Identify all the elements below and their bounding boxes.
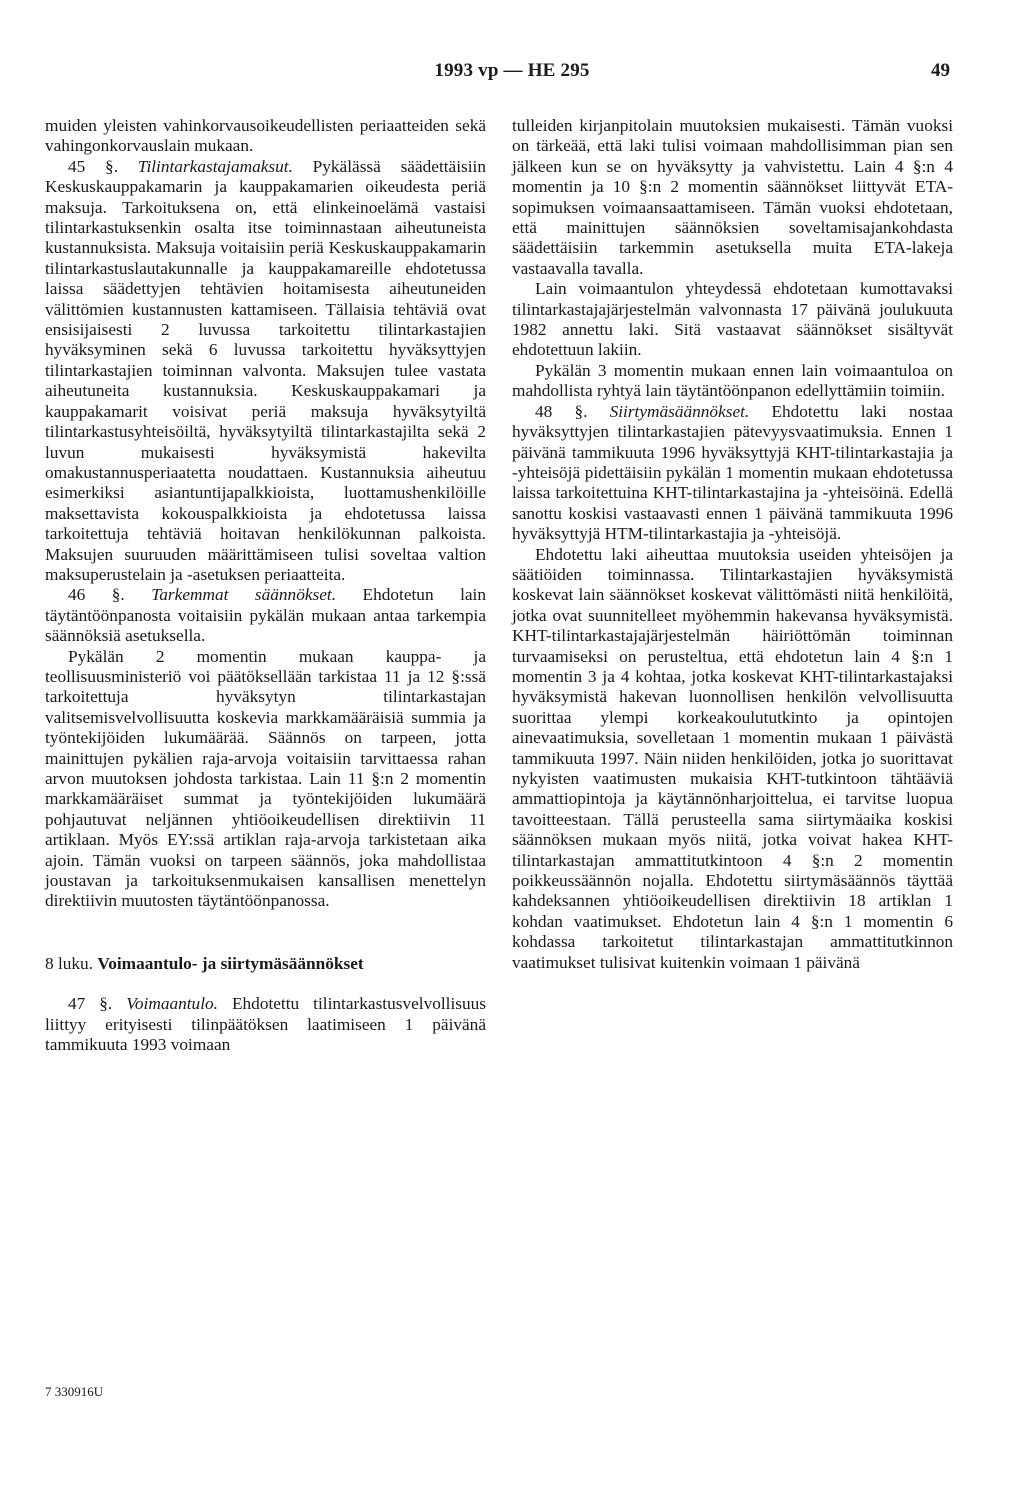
paragraph: Pykälän 2 momentin mukaan kauppa- ja teollisuusministeriö voi päätöksellään tarkistaa 11 ja 12 §:ssä tarkoitettuja hyväksytyn tilintarkastajan valitsemisvelvollisuutta koskevia markkamääräisiä summia ja työntekijöiden lukumäärää. Säännös on tarpeen, jotta mainittujen pykälien raja-arvoja voitaisiin tarvittaessa rahan arvon muutoksen johdosta tarkistaa. Lain 11 §:n 2 momentin markkamääräiset summat ja työntekijöiden lukumäärä pohjautuvat neljännen yhtiöoikeudellisen direktiivin 11 artiklaan. Myös EY:ssä artiklan raja-arvoja tarkistetaan aika ajoin. Tämän vuoksi on tarpeen säännös, joka mahdollistaa joustavan ja tarkoituksenmukaisen kansallisen menettelyn direktiivin muutosten täytäntöönpanossa. bbox=[45, 646, 486, 911]
section-title: Tarkemmat säännökset. bbox=[151, 585, 337, 605]
section-45 bbox=[45, 157, 486, 586]
paragraph: Pykälän 3 momentin mukaan ennen lain voimaantuloa on mahdollista ryhtyä lain täytäntöönpanon edellyttämiin toimiin. bbox=[512, 360, 953, 401]
paragraph: tulleiden kirjanpitolain muutoksien mukaisesti. Tämän vuoksi on tärkeää, että laki tulisi voimaan mahdollisimman pian sen jälkeen kun se on hyväksytty ja vahvistettu. Lain 4 §:n 4 momentin ja 10 §:n 2 momentin säännökset liittyvät ETA-sopimuksen voimaansaattamiseen. Tämän vuoksi ehdotetaan, että mainittujen säännöksien soveltamisajankohdasta säädettäisiin tarkemmin asetuksella muita ETA-lakeja vastaavalla tavalla. bbox=[512, 116, 953, 278]
right-column bbox=[512, 116, 953, 973]
section-number: 48 §. bbox=[535, 401, 588, 421]
section-title: Tilintarkastajamaksut. bbox=[137, 156, 293, 176]
section-text: Pykälässä säädettäisiin Keskuskauppakamarin ja kauppakamarien oikeudesta periä maksuja. Tarkoituksena on, että elinkeinoelämä vastaisi tilintarkastuksenkin osalta itse toiminnastaan aiheutuneista kustannuksista. Maksuja voitaisiin periä Keskuskauppakamarin tilintarkastuslautakunnalle ja kauppakamareille ehdotetussa laissa säädettyjen tehtävien hoitamisesta aiheutuneiden välittömien kustannusten kattamiseen. Tällaisia tehtäviä ovat ensisijaisesti 2 luvussa tarkoitettu tilintarkastajien hyväksyminen sekä 6 luvussa tarkoitettu hyväksyttyjen tilintarkastajien toiminnan valvonta. Maksujen tulee vastata aiheutuneita kustannuksia. Keskuskauppakamari ja kauppakamarit voisivat periä maksuja hyväksytyiltä tilintarkastusyhteisöiltä, hyväksytyiltä tilintarkastajilta sekä 2 luvun mukaisesti hyväksymistä hakevilta omakustannusperiaatetta noudattaen. Kustannuksia aiheutuu esimerkiksi asiantuntijapalkkioista, luottamushenkilöille maksettavista kokouspalkkioista ja ehdotetussa laissa tarkoitettuja tehtäviä hoitavan henkilökunnan palkoista. Maksujen suuruuden määrittämiseen tulisi soveltaa valtion maksuperustelain ja -asetuksen periaatteita. bbox=[45, 156, 486, 584]
section-text: Ehdotettu laki nostaa hyväksyttyjen tilintarkastajien pätevyysvaatimuksia. Ennen 1 päivänä tammikuuta 1996 hyväksyttyjä KHT-tilintarkastajia ja -yhteisöjä pidettäisiin pykälän 1 momentin mukaan ehdotetussa laissa tarkoitettuina KHT-tilintarkastajina ja -yhteisöinä. Edellä sanottu koskisi vastaavasti ennen 1 päivänä tammikuuta 1996 hyväksyttyjä HTM-tilintarkastajia ja -yhteisöjä. bbox=[512, 401, 954, 544]
page-number: 49 bbox=[931, 60, 950, 81]
chapter-heading bbox=[45, 954, 486, 974]
paragraph: Lain voimaantulon yhteydessä ehdotetaan kumottavaksi tilintarkastajajärjestelmän valvonnasta 17 päivänä joulukuuta 1982 annettu laki. Sitä vastaavat säännökset sisältyvät ehdotettuun lakiin. bbox=[512, 279, 953, 360]
section-number: 47 §. bbox=[68, 994, 113, 1014]
section-48 bbox=[512, 402, 953, 545]
section-47 bbox=[45, 994, 486, 1055]
section-text: Ehdotetun lain täytäntöönpanosta voitaisiin pykälän mukaan antaa tarkempia säännöksiä asetuksella. bbox=[45, 585, 486, 646]
section-title: Voimaantulo. bbox=[126, 994, 218, 1014]
section-text: Ehdotettu tilintarkastusvelvollisuus liittyy erityisesti tilinpäätöksen laatimiseen 1 päivänä tammikuuta 1993 voimaan bbox=[45, 994, 486, 1055]
section-title: Siirtymäsäännökset. bbox=[609, 401, 750, 421]
left-column bbox=[45, 116, 486, 1055]
chapter-title: Voimaantulo- ja siirtymäsäännökset bbox=[97, 953, 364, 973]
section-number: 45 §. bbox=[68, 156, 119, 176]
paragraph: muiden yleisten vahinkorvausoikeudellisten periaatteiden sekä vahingonkorvauslain mukaan. bbox=[45, 116, 486, 156]
running-head: 1993 vp — HE 295 bbox=[434, 60, 590, 81]
print-code: 7 330916U bbox=[45, 1384, 104, 1399]
paragraph: Ehdotettu laki aiheuttaa muutoksia useiden yhteisöjen ja säätiöiden toiminnassa. Tilintarkastajien hyväksymistä koskevat lain säännökset koskevat välittömästi niitä henkilöitä, jotka ovat suunnitelleet myöhemmin hakevansa hyväksymistä. KHT-tilintarkastajajärjestelmän häiriöttömän toiminnan turvaamiseksi on perusteltua, että ehdotetun lain 4 §:n 1 momentin 3 ja 4 kohtaa, jotka koskevat KHT-tilintarkastajaksi hyväksymistä hakevan luonnollisen henkilön velvollisuutta suorittaa ylempi korkeakoulututkinto ja opintojen ainevaatimuksia, sovelletaan 1 momentin mukaan 1 päivästä tammikuuta 1997. Näin niiden henkilöiden, jotka jo suorittavat nykyisten vaatimusten mukaisia KHT-tutkintoon tähtääviä ammattiopintoja ja käytännönharjoittelua, ei tarvitse luopua tavoitteestaan. Tällä perusteella sama siirtymäaika koskisi säännöksen mukaan myös niitä, jotka voivat hakea KHT-tilintarkastajan ammattitutkintoon 4 §:n 2 momentin poikkeussäännön nojalla. Ehdotettu siirtymäsäännös täyttää kahdeksannen yhtiöoikeudellisen direktiivin 18 artiklan 1 kohdan vaatimukset. Ehdotetun lain 4 §:n 1 momentin 6 kohdassa tarkoitetut tilintarkastajan ammattitutkinnon vaatimukset tulisivat kuitenkin voimaan 1 päivänä bbox=[512, 544, 953, 972]
chapter-number: 8 luku. bbox=[45, 953, 94, 973]
section-number: 46 §. bbox=[68, 585, 125, 605]
section-46 bbox=[45, 585, 486, 646]
